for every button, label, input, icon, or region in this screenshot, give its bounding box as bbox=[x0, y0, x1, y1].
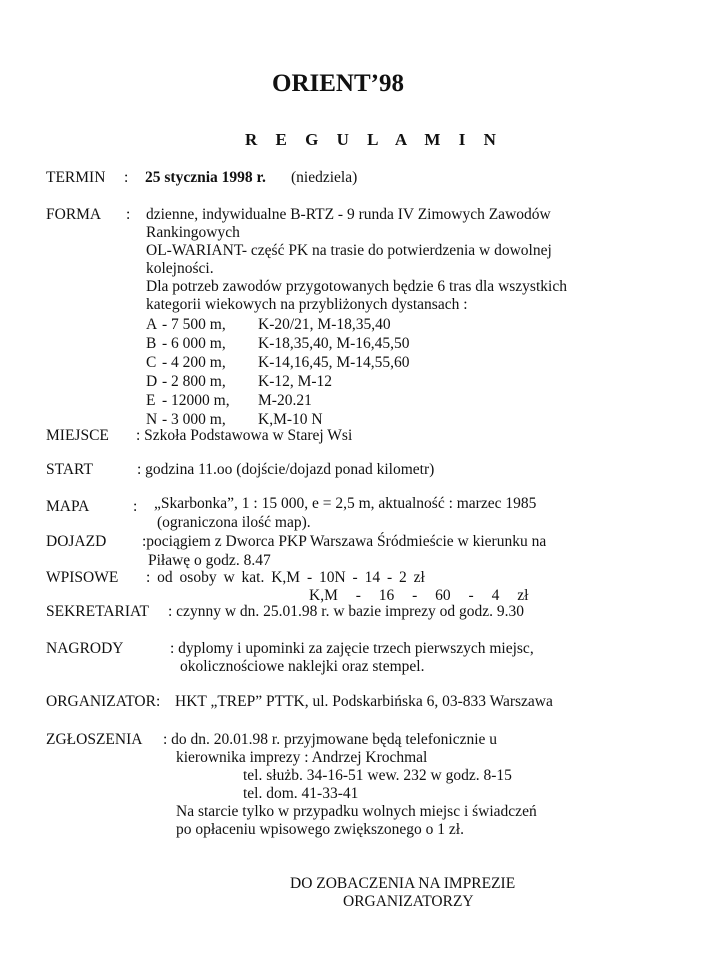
closing-line-2: ORGANIZATORZY bbox=[343, 893, 474, 910]
zgloszenia-label: ZGŁOSZENIA bbox=[46, 731, 143, 748]
document-subtitle: R E G U L A M I N bbox=[245, 130, 503, 149]
mapa-label: MAPA bbox=[46, 498, 90, 515]
document-title: ORIENT’98 bbox=[272, 70, 404, 97]
forma-line-2: Rankingowych bbox=[146, 224, 240, 241]
route-cats: K-12, M-12 bbox=[258, 373, 333, 390]
nagrody-label: NAGRODY bbox=[46, 640, 124, 657]
forma-line-5: Dla potrzeb zawodów przygotowanych będzie 6 tras dla wszystkich bbox=[146, 278, 567, 295]
route-code: N bbox=[146, 411, 158, 428]
route-dist: - 4 200 m, bbox=[162, 354, 226, 371]
organizator-label: ORGANIZATOR: bbox=[46, 693, 161, 710]
route-code: A bbox=[146, 316, 158, 333]
mapa-line-2: (ograniczona ilość map). bbox=[157, 514, 311, 531]
route-cats: M-20.21 bbox=[258, 392, 312, 409]
nagrody-line-1: : dyplomy i upominki za zajęcie trzech pierwszych miejsc, bbox=[170, 640, 534, 657]
mapa-line-1: „Skarbonka”, 1 : 15 000, e = 2,5 m, aktualność : marzec 1985 bbox=[154, 495, 537, 512]
termin-label: TERMIN bbox=[46, 169, 106, 186]
closing-line-1: DO ZOBACZENIA NA IMPREZIE bbox=[290, 875, 516, 892]
route-dist: - 7 500 m, bbox=[162, 316, 226, 333]
route-cats: K-20/21, M-18,35,40 bbox=[258, 316, 391, 333]
wpisowe-line-2: K,M - 16 - 60 - 4 zł bbox=[309, 587, 529, 604]
forma-sep: : bbox=[126, 206, 131, 223]
zgloszenia-line-3: Na starcie tylko w przypadku wolnych miejsc i świadczeń bbox=[176, 803, 537, 820]
route-dist: - 2 800 m, bbox=[162, 373, 226, 390]
route-cats: K,M-10 N bbox=[258, 411, 323, 428]
forma-line-6: kategorii wiekowych na przybliżonych dystansach : bbox=[146, 296, 468, 313]
route-dist: - 12000 m, bbox=[162, 392, 230, 409]
route-code: B bbox=[146, 335, 157, 352]
zgloszenia-tel-1: tel. służb. 34-16-51 wew. 232 w godz. 8-15 bbox=[243, 767, 512, 784]
start-label: START bbox=[46, 461, 93, 478]
route-dist: - 6 000 m, bbox=[162, 335, 226, 352]
wpisowe-line-1: : od osoby w kat. K,M - 10N - 14 - 2 zł bbox=[146, 569, 425, 586]
route-cats: K-18,35,40, M-16,45,50 bbox=[258, 335, 410, 352]
organizator-text: HKT „TREP” PTTK, ul. Podskarbińska 6, 03-833 Warszawa bbox=[175, 693, 553, 710]
dojazd-label: DOJAZD bbox=[46, 533, 107, 550]
forma-label: FORMA bbox=[46, 206, 102, 223]
forma-line-1: dzienne, indywidualne B-RTZ - 9 runda IV Zimowych Zawodów bbox=[146, 206, 551, 223]
termin-day: (niedziela) bbox=[291, 169, 358, 186]
forma-line-4: kolejności. bbox=[146, 260, 214, 277]
zgloszenia-line-2: kierownika imprezy : Andrzej Krochmal bbox=[176, 749, 428, 766]
termin-sep: : bbox=[124, 169, 129, 186]
miejsce-text: : Szkoła Podstawowa w Starej Wsi bbox=[136, 427, 353, 444]
sekretariat-label: SEKRETARIAT bbox=[46, 603, 149, 620]
nagrody-line-2: okolicznościowe naklejki oraz stempel. bbox=[180, 658, 425, 675]
mapa-sep: : bbox=[133, 498, 138, 515]
forma-line-3: OL-WARIANT- część PK na trasie do potwierdzenia w dowolnej bbox=[146, 242, 552, 259]
route-dist: - 3 000 m, bbox=[162, 411, 226, 428]
sekretariat-text: : czynny w dn. 25.01.98 r. w bazie imprezy od godz. 9.30 bbox=[168, 603, 524, 620]
route-code: E bbox=[146, 392, 156, 409]
start-text: : godzina 11.oo (dojście/dojazd ponad kilometr) bbox=[137, 461, 435, 478]
dojazd-line-1: :pociągiem z Dworca PKP Warszawa Śródmieście w kierunku na bbox=[142, 533, 547, 550]
route-code: D bbox=[146, 373, 158, 390]
dojazd-line-2: Piławę o godz. 8.47 bbox=[148, 552, 271, 569]
route-cats: K-14,16,45, M-14,55,60 bbox=[258, 354, 410, 371]
zgloszenia-line-1: : do dn. 20.01.98 r. przyjmowane będą telefonicznie u bbox=[163, 731, 498, 748]
termin-date: 25 stycznia 1998 r. bbox=[145, 169, 266, 186]
miejsce-label: MIEJSCE bbox=[46, 427, 109, 444]
zgloszenia-line-4: po opłaceniu wpisowego zwiększonego o 1 zł. bbox=[176, 821, 464, 838]
wpisowe-label: WPISOWE bbox=[46, 569, 119, 586]
route-code: C bbox=[146, 354, 157, 371]
zgloszenia-tel-2: tel. dom. 41-33-41 bbox=[243, 785, 359, 802]
